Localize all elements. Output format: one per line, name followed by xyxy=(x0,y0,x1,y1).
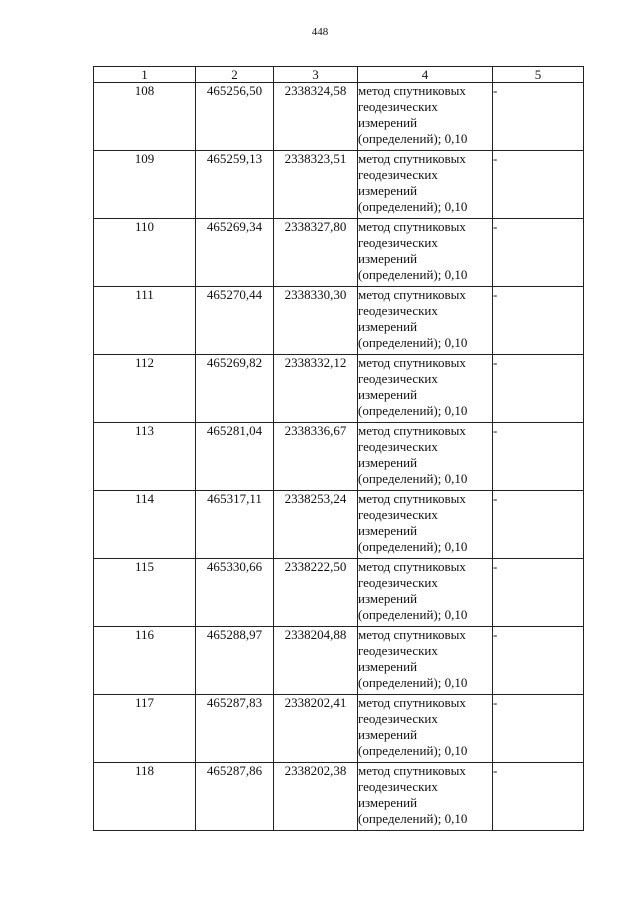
note-cell: - xyxy=(493,627,584,695)
method-line: метод спутниковых xyxy=(358,695,466,710)
y-coordinate-cell: 2338336,67 xyxy=(274,423,358,491)
method-line: (определений); 0,10 xyxy=(358,607,468,622)
table-row xyxy=(94,559,584,627)
point-number-cell: 116 xyxy=(94,627,196,695)
y-coordinate-cell: 2338204,88 xyxy=(274,627,358,695)
y-coordinate-cell: 2338323,51 xyxy=(274,151,358,219)
point-number-cell: 108 xyxy=(94,83,196,151)
method-line: измерений xyxy=(358,319,418,334)
y-coordinate-cell: 2338202,41 xyxy=(274,695,358,763)
table-row xyxy=(94,219,584,287)
x-coordinate-cell: 465287,86 xyxy=(196,763,274,831)
note-cell: - xyxy=(493,219,584,287)
x-coordinate-cell: 465259,13 xyxy=(196,151,274,219)
method-line: измерений xyxy=(358,455,418,470)
table-row xyxy=(94,695,584,763)
method-line: измерений xyxy=(358,523,418,538)
column-header-3: 3 xyxy=(274,67,358,83)
column-header-5: 5 xyxy=(493,67,584,83)
note-cell: - xyxy=(493,287,584,355)
method-line: геодезических xyxy=(358,439,438,454)
note-cell: - xyxy=(493,423,584,491)
point-number-cell: 112 xyxy=(94,355,196,423)
method-line: измерений xyxy=(358,659,418,674)
method-line: измерений xyxy=(358,115,418,130)
method-cell xyxy=(358,763,493,831)
method-line: геодезических xyxy=(358,643,438,658)
method-line: метод спутниковых xyxy=(358,355,466,370)
y-coordinate-cell: 2338202,38 xyxy=(274,763,358,831)
method-cell xyxy=(358,559,493,627)
method-line: геодезических xyxy=(358,167,438,182)
note-cell: - xyxy=(493,491,584,559)
method-line: измерений xyxy=(358,591,418,606)
method-line: (определений); 0,10 xyxy=(358,403,468,418)
x-coordinate-cell: 465256,50 xyxy=(196,83,274,151)
x-coordinate-cell: 465269,34 xyxy=(196,219,274,287)
method-line: геодезических xyxy=(358,711,438,726)
table-row xyxy=(94,627,584,695)
method-line: геодезических xyxy=(358,779,438,794)
method-line: измерений xyxy=(358,387,418,402)
x-coordinate-cell: 465281,04 xyxy=(196,423,274,491)
method-line: метод спутниковых xyxy=(358,287,466,302)
point-number-cell: 111 xyxy=(94,287,196,355)
method-cell xyxy=(358,355,493,423)
note-cell: - xyxy=(493,559,584,627)
point-number-cell: 110 xyxy=(94,219,196,287)
point-number-cell: 114 xyxy=(94,491,196,559)
y-coordinate-cell: 2338327,80 xyxy=(274,219,358,287)
method-line: геодезических xyxy=(358,99,438,114)
column-header-2: 2 xyxy=(196,67,274,83)
table-body xyxy=(94,83,584,831)
y-coordinate-cell: 2338332,12 xyxy=(274,355,358,423)
method-line: метод спутниковых xyxy=(358,423,466,438)
note-cell: - xyxy=(493,695,584,763)
method-line: (определений); 0,10 xyxy=(358,471,468,486)
note-cell: - xyxy=(493,151,584,219)
y-coordinate-cell: 2338330,30 xyxy=(274,287,358,355)
method-line: измерений xyxy=(358,795,418,810)
method-line: метод спутниковых xyxy=(358,763,466,778)
method-line: метод спутниковых xyxy=(358,559,466,574)
method-line: (определений); 0,10 xyxy=(358,811,468,826)
method-cell xyxy=(358,287,493,355)
method-line: геодезических xyxy=(358,575,438,590)
method-line: геодезических xyxy=(358,235,438,250)
method-line: (определений); 0,10 xyxy=(358,267,468,282)
method-cell xyxy=(358,491,493,559)
note-cell: - xyxy=(493,763,584,831)
coordinates-table xyxy=(93,66,584,831)
column-header-1: 1 xyxy=(94,67,196,83)
table-row xyxy=(94,355,584,423)
method-line: метод спутниковых xyxy=(358,151,466,166)
x-coordinate-cell: 465317,11 xyxy=(196,491,274,559)
method-line: измерений xyxy=(358,251,418,266)
page-number: 448 xyxy=(311,26,329,38)
table-header-row xyxy=(94,67,584,83)
method-line: (определений); 0,10 xyxy=(358,335,468,350)
note-cell: - xyxy=(493,355,584,423)
method-line: геодезических xyxy=(358,303,438,318)
method-line: (определений); 0,10 xyxy=(358,743,468,758)
method-cell xyxy=(358,151,493,219)
x-coordinate-cell: 465288,97 xyxy=(196,627,274,695)
point-number-cell: 118 xyxy=(94,763,196,831)
point-number-cell: 113 xyxy=(94,423,196,491)
method-line: геодезических xyxy=(358,371,438,386)
method-cell xyxy=(358,627,493,695)
method-line: метод спутниковых xyxy=(358,491,466,506)
method-line: геодезических xyxy=(358,507,438,522)
x-coordinate-cell: 465270,44 xyxy=(196,287,274,355)
point-number-cell: 117 xyxy=(94,695,196,763)
table-row xyxy=(94,423,584,491)
point-number-cell: 115 xyxy=(94,559,196,627)
method-line: измерений xyxy=(358,727,418,742)
y-coordinate-cell: 2338222,50 xyxy=(274,559,358,627)
method-line: (определений); 0,10 xyxy=(358,675,468,690)
method-line: (определений); 0,10 xyxy=(358,131,468,146)
column-header-4: 4 xyxy=(358,67,493,83)
table-row xyxy=(94,491,584,559)
method-cell xyxy=(358,695,493,763)
x-coordinate-cell: 465330,66 xyxy=(196,559,274,627)
table-row xyxy=(94,287,584,355)
note-cell: - xyxy=(493,83,584,151)
method-line: (определений); 0,10 xyxy=(358,539,468,554)
method-cell xyxy=(358,219,493,287)
table-row xyxy=(94,151,584,219)
method-line: метод спутниковых xyxy=(358,627,466,642)
x-coordinate-cell: 465287,83 xyxy=(196,695,274,763)
y-coordinate-cell: 2338324,58 xyxy=(274,83,358,151)
method-cell xyxy=(358,423,493,491)
method-line: (определений); 0,10 xyxy=(358,199,468,214)
table-row xyxy=(94,763,584,831)
y-coordinate-cell: 2338253,24 xyxy=(274,491,358,559)
x-coordinate-cell: 465269,82 xyxy=(196,355,274,423)
table-row xyxy=(94,83,584,151)
method-cell xyxy=(358,83,493,151)
method-line: метод спутниковых xyxy=(358,219,466,234)
method-line: метод спутниковых xyxy=(358,83,466,98)
method-line: измерений xyxy=(358,183,418,198)
point-number-cell: 109 xyxy=(94,151,196,219)
